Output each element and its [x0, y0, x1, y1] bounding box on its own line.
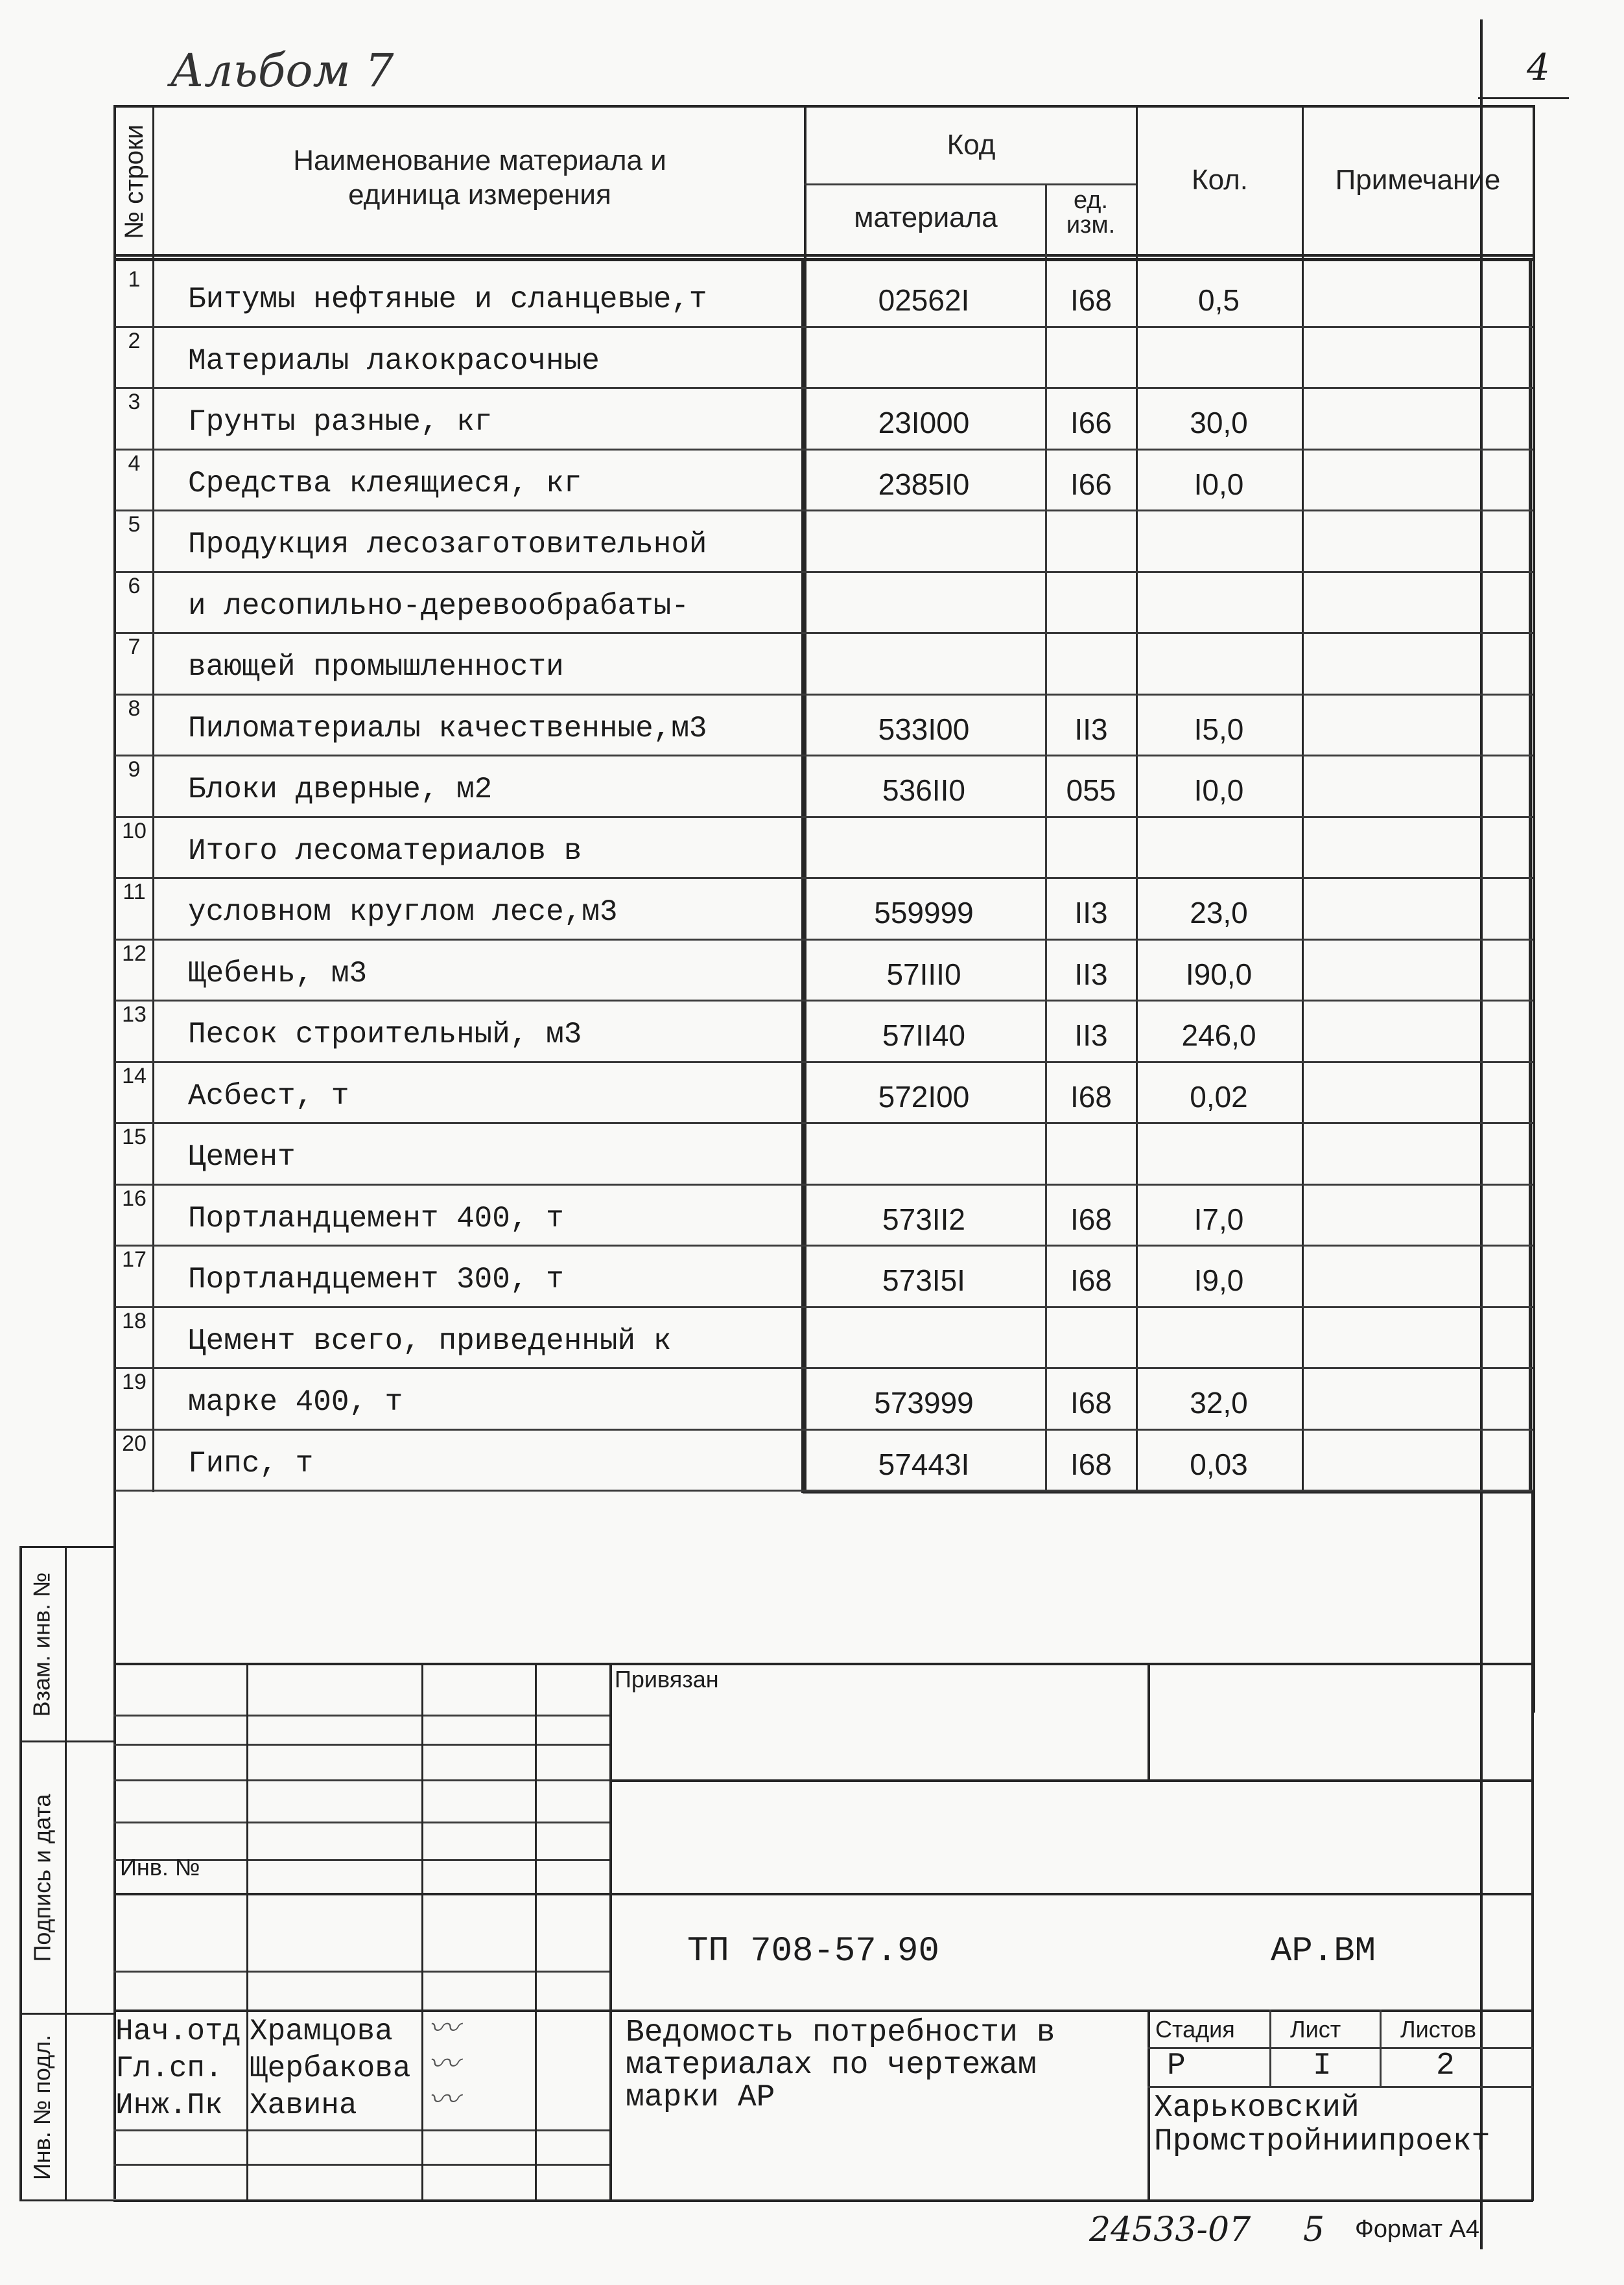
sheet-value: I [1313, 2048, 1332, 2083]
row-divider [115, 1000, 1533, 1002]
privyazan-label: Привязан [615, 1666, 719, 1693]
material-name: Щебень, м3 [188, 956, 368, 990]
side-label-podpis: Подпись и дата [29, 1794, 55, 1962]
material-name: Песок строительный, м3 [188, 1018, 582, 1051]
quantity: 30,0 [1190, 406, 1248, 439]
row-number: 2 [128, 328, 141, 353]
quantity: I9,0 [1194, 1263, 1244, 1297]
col-divider-num [152, 105, 154, 1492]
header-code-material: материала [854, 202, 998, 233]
material-code: 573999 [874, 1386, 974, 1420]
staff-role: Нач.отд [115, 2015, 241, 2048]
table-top-border [115, 105, 1535, 108]
row-divider [115, 449, 1533, 451]
material-code: 57III0 [886, 957, 961, 991]
material-code: 559999 [874, 896, 974, 930]
unit-code: II3 [1074, 712, 1108, 746]
header-row-number: № строки [119, 124, 148, 239]
album-label: Альбом 7 [170, 44, 394, 97]
tb-top-border [113, 1663, 1533, 1665]
header-name: Наименование материала и единица измерения [293, 145, 666, 211]
material-name: и лесопильно-деревообрабаты- [188, 589, 689, 623]
unit-code: I68 [1070, 283, 1112, 317]
material-name: Цемент всего, приведенный к [188, 1324, 672, 1358]
material-code: 23I000 [878, 406, 970, 439]
material-code: 533I00 [878, 712, 970, 746]
unit-code: I68 [1070, 1263, 1112, 1297]
doc-code: ТП 708-57.90 [687, 1932, 939, 1971]
quantity: I7,0 [1194, 1202, 1244, 1236]
quantity: 0,5 [1198, 283, 1240, 317]
quantity: I5,0 [1194, 712, 1244, 746]
row-number: 7 [128, 635, 141, 659]
row-divider [115, 877, 1533, 879]
material-name: Битумы нефтяные и сланцевые,т [188, 283, 707, 316]
row-number: 16 [122, 1186, 147, 1211]
tb-v4 [609, 1663, 612, 2201]
quantity: I90,0 [1185, 957, 1253, 991]
stage-label: Стадия [1155, 2016, 1235, 2043]
header-note: Примечание [1335, 164, 1501, 196]
side-strip-right [65, 1546, 67, 2201]
tb-right-border [1531, 1491, 1534, 2201]
footer-format: Формат А4 [1355, 2216, 1480, 2243]
material-code: 02562I [878, 283, 970, 317]
header-code-unit: ед. изм. [1066, 187, 1116, 239]
unit-code: I68 [1070, 1386, 1112, 1420]
frame-top-stub [1478, 97, 1569, 99]
row-divider [115, 632, 1533, 634]
quantity: 23,0 [1190, 896, 1248, 930]
side-label-vzam: Взам. инв. № [29, 1571, 55, 1717]
quantity: 0,03 [1190, 1447, 1248, 1481]
row-divider [115, 510, 1533, 511]
row-number: 14 [122, 1063, 147, 1088]
org-line-2: Промстройниипроект [1154, 2124, 1490, 2159]
footer-doc-number: 24533-07 [1089, 2210, 1251, 2249]
table-left-border [113, 105, 116, 2199]
tb-v3 [535, 1663, 537, 2201]
material-name: Пиломатериалы качественные,м3 [188, 711, 707, 745]
quantity: I0,0 [1194, 467, 1244, 501]
stage-value: Р [1167, 2048, 1186, 2083]
tb-v-sheets [1380, 2010, 1382, 2086]
doc-title-line-3: марки АР [626, 2080, 775, 2115]
doc-title-line-1: Ведомость потребности в [626, 2015, 1055, 2050]
row-number: 3 [128, 390, 141, 414]
row-number: 8 [128, 696, 141, 721]
tb-bottom-border [113, 2199, 1533, 2202]
staff-role: Инж.Пк [115, 2089, 223, 2122]
row-number: 9 [128, 757, 141, 782]
row-number: 6 [128, 573, 141, 598]
header-bottom-border [115, 254, 1535, 257]
unit-code: I68 [1070, 1202, 1112, 1236]
tb-v-privyazan [1147, 1663, 1150, 1779]
row-number: 13 [122, 1002, 147, 1027]
code-subheader-line [804, 183, 1136, 185]
header-qty: Кол. [1191, 164, 1249, 196]
row-divider [115, 1306, 1533, 1308]
col-divider-unit [1045, 185, 1047, 1491]
sheets-value: 2 [1436, 2048, 1455, 2083]
row-number: 10 [122, 818, 147, 843]
row-number: 20 [122, 1431, 147, 1456]
row-number: 12 [122, 941, 147, 966]
row-number: 4 [128, 451, 141, 476]
unit-code: II3 [1074, 957, 1108, 991]
unit-code: I66 [1070, 467, 1112, 501]
material-code: 2385I0 [878, 467, 970, 501]
unit-code: II3 [1074, 1018, 1108, 1052]
unit-code: I68 [1070, 1079, 1112, 1114]
row-divider [115, 1367, 1533, 1369]
row-divider [115, 571, 1533, 573]
tb-v2 [421, 1663, 423, 2201]
signature-1: 〰 [428, 2010, 460, 2046]
frame-right-border [1480, 19, 1483, 2249]
row-divider [115, 1061, 1533, 1063]
row-divider [115, 694, 1533, 696]
side-strip-bottom [19, 2199, 115, 2201]
data-frame-top [115, 258, 1535, 261]
tb-v-stage [1147, 2010, 1150, 2201]
tb-h8 [113, 1893, 1533, 1895]
material-name: Цемент [188, 1140, 296, 1174]
inv-no-label: Инв. № [120, 1854, 200, 1881]
unit-code: 055 [1066, 773, 1116, 807]
side-label-podl: Инв. № подл. [29, 2034, 55, 2180]
material-name: Блоки дверные, м2 [188, 773, 493, 806]
org-line-1: Харьковский [1154, 2091, 1359, 2126]
material-name: Материалы лакокрасочные [188, 344, 600, 378]
col-divider-code [1136, 105, 1138, 1492]
material-name: Портландцемент 400, т [188, 1201, 564, 1236]
quantity: 0,02 [1190, 1079, 1248, 1114]
quantity: 246,0 [1181, 1018, 1256, 1052]
material-name: Асбест, т [188, 1079, 349, 1113]
row-divider [115, 1122, 1533, 1124]
tb-stage-row2 [1147, 2086, 1533, 2088]
material-name: условном круглом лесе,м3 [188, 895, 618, 929]
staff-role: Гл.сп. [115, 2052, 223, 2085]
material-name: Портландцемент 300, т [188, 1263, 564, 1296]
material-name: вающей промышленности [188, 650, 564, 684]
row-divider [115, 1245, 1533, 1247]
page-number: 4 [1527, 47, 1550, 89]
row-number: 1 [128, 267, 141, 292]
tb-h10 [113, 2010, 1533, 2012]
row-divider [115, 816, 1533, 818]
row-number: 18 [122, 1308, 147, 1333]
material-name: Продукция лесозаготовительной [188, 528, 707, 561]
row-divider [115, 939, 1533, 941]
sheets-label: Листов [1400, 2016, 1476, 2043]
footer-page: 5 [1303, 2210, 1325, 2249]
doc-title-line-2: материалах по чертежам [626, 2048, 1037, 2083]
material-name: Средства клеящиеся, кг [188, 466, 582, 500]
col-divider-qty [1302, 105, 1304, 1492]
unit-code: I66 [1070, 406, 1112, 439]
row-number: 5 [128, 512, 141, 537]
row-divider [115, 326, 1533, 328]
row-number: 15 [122, 1125, 147, 1149]
unit-code: II3 [1074, 896, 1108, 930]
doc-mark: АР.ВМ [1271, 1932, 1376, 1971]
row-number: 19 [122, 1370, 147, 1394]
staff-name: Храмцова [250, 2015, 393, 2048]
material-name: марке 400, т [188, 1385, 403, 1419]
signature-2: 〰 [428, 2046, 460, 2082]
unit-code: I68 [1070, 1447, 1112, 1481]
row-divider [115, 1184, 1533, 1186]
row-divider [115, 1429, 1533, 1431]
row-divider [115, 1490, 1533, 1492]
row-number: 11 [123, 880, 146, 904]
quantity: I0,0 [1194, 773, 1244, 807]
material-code: 57II40 [882, 1018, 965, 1052]
row-number: 17 [122, 1247, 147, 1272]
tb-stage-row1 [1147, 2047, 1533, 2049]
header-code: Код [947, 129, 996, 161]
staff-name: Хавина [250, 2089, 357, 2122]
staff-name: Щербакова [250, 2052, 411, 2085]
material-name: Итого лесоматериалов в [188, 834, 582, 868]
material-name: Грунты разные, кг [188, 405, 493, 439]
material-code: 536II0 [882, 773, 965, 807]
signature-3: 〰 [428, 2081, 460, 2118]
quantity: 32,0 [1190, 1386, 1248, 1420]
tb-h3 [609, 1779, 1533, 1782]
material-name: Гипс, т [188, 1446, 314, 1481]
material-code: 57443I [878, 1447, 970, 1481]
material-code: 573I5I [882, 1263, 965, 1297]
tb-v-sheet [1269, 2010, 1271, 2086]
sheet-label: Лист [1290, 2016, 1341, 2043]
tb-v1 [246, 1663, 248, 2201]
row-divider [115, 755, 1533, 756]
row-divider [115, 387, 1533, 389]
material-code: 573II2 [882, 1202, 965, 1236]
material-code: 572I00 [878, 1079, 970, 1114]
table-right-border [1533, 105, 1535, 1713]
